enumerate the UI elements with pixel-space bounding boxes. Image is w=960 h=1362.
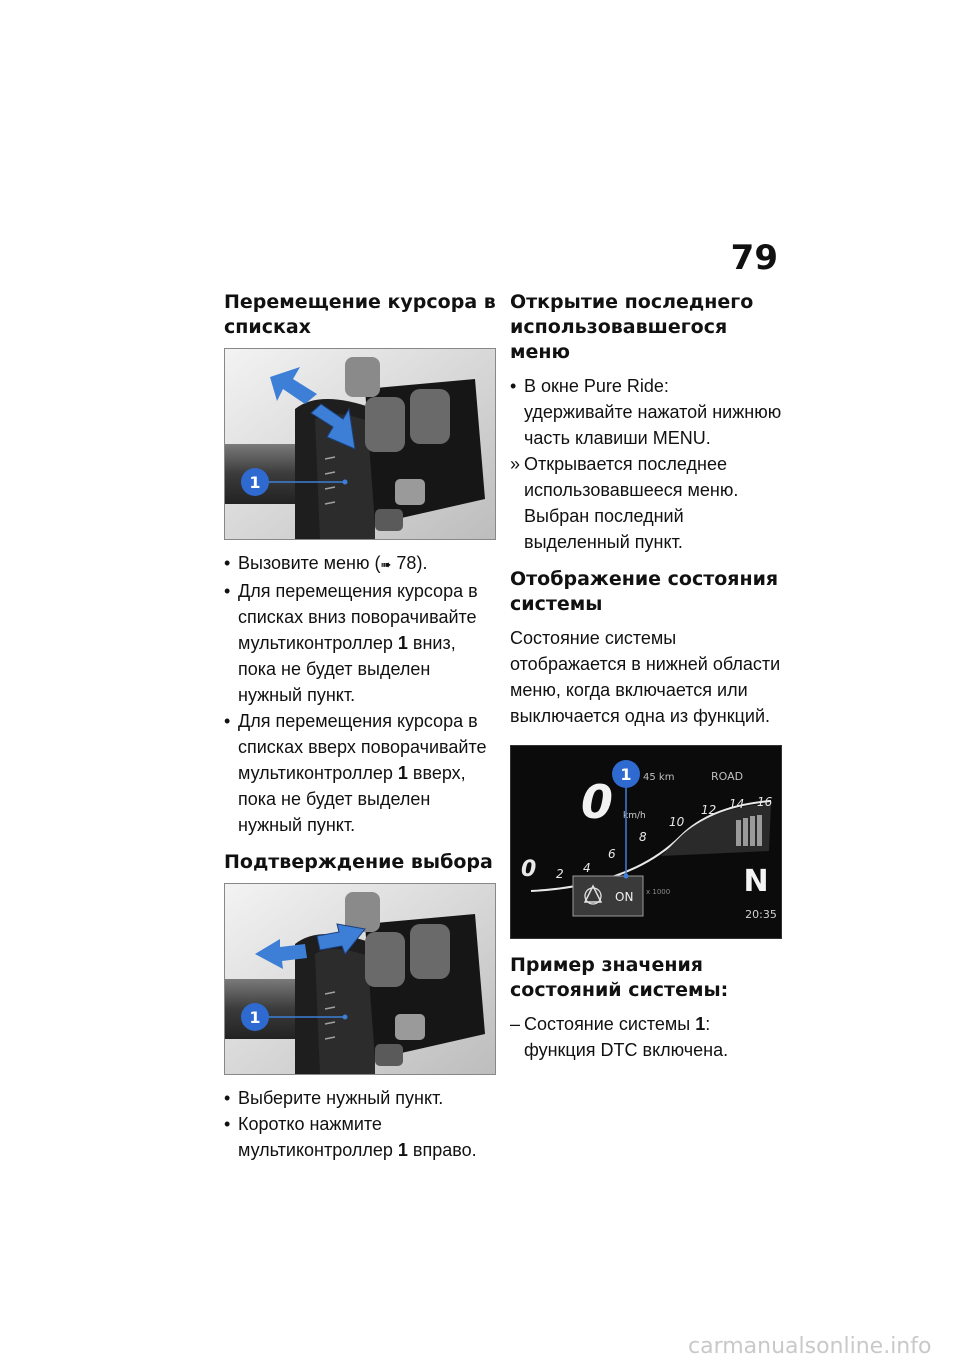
list-item: » Открывается последнее использовавшееся меню. Выбран последний выделенный пункт. — [510, 454, 739, 552]
list-item: • Для перемещения курсора в списках вверх поворачивайте мультиконтроллер 1 вверх, пока не будет выделен нужный пункт. — [224, 711, 487, 835]
callout-1-label: 1 — [249, 1008, 261, 1027]
page-number: 79 — [730, 238, 778, 278]
rpm-tick-label: 14 — [729, 797, 745, 811]
odometer: 45 km — [643, 772, 675, 783]
rpm-tick-label: 4 — [583, 861, 591, 875]
left-column — [224, 290, 496, 1175]
rpm-tick-label: 10 — [669, 815, 685, 829]
rpm-tick-label: 0 — [521, 857, 537, 882]
dashboard-figure — [510, 745, 782, 939]
status-example-list — [510, 1011, 782, 1063]
rpm-multiplier: x 1000 — [646, 888, 671, 896]
watermark: carmanualsonline.info — [688, 1334, 932, 1359]
rpm-tick-label: 6 — [608, 847, 616, 861]
gear-indicator: N — [743, 864, 769, 899]
section-title-confirm: Подтверждение выбора — [224, 851, 493, 873]
list-item: • Коротко нажмите мультиконтроллер 1 вправо. — [224, 1114, 477, 1160]
section-title-last-menu: Открытие последнего использовавшегося меню — [510, 291, 754, 363]
rpm-tick-label: 16 — [757, 795, 773, 809]
confirm-steps — [224, 1085, 496, 1163]
handlebar-switch-figure-scroll — [224, 348, 496, 540]
system-status-value: ON — [615, 890, 634, 904]
clock: 20:35 — [745, 908, 777, 921]
last-menu-steps — [510, 373, 782, 555]
callout-1-label: 1 — [249, 473, 261, 492]
rpm-tick-label: 2 — [556, 867, 564, 881]
list-item: • Вызовите меню (➠ 78). — [224, 553, 428, 573]
speed-unit: km/h — [623, 811, 646, 821]
page-ref-arrow-icon: ➠ — [380, 557, 392, 572]
system-status-text: Состояние системы отображается в нижней области меню, когда включается или выключается одна из функций. — [510, 628, 781, 726]
list-item: – Состояние системы 1: функция DTC включена. — [510, 1014, 729, 1060]
callout-1-label: 1 — [620, 765, 632, 784]
section-title-status-example: Пример значения состояний системы: — [510, 954, 729, 1001]
list-item: • Для перемещения курсора в списках вниз поворачивайте мультиконтроллер 1 вниз, пока не будет выделен нужный пункт. — [224, 581, 478, 705]
right-column — [510, 290, 782, 1075]
list-item: • В окне Pure Ride: удерживайте нажатой нижнюю часть клавиши MENU. — [510, 376, 782, 448]
section-title-cursor-move: Перемещение курсора в списках — [224, 291, 496, 338]
list-item: • Выберите нужный пункт. — [224, 1088, 444, 1108]
speed-value: 0 — [581, 775, 614, 829]
ride-mode: ROAD — [711, 770, 744, 783]
handlebar-switch-figure-confirm — [224, 883, 496, 1075]
section-title-system-status: Отображение состояния системы — [510, 568, 779, 615]
rpm-tick-label: 8 — [639, 830, 647, 844]
page-ref-link[interactable]: 78 — [396, 553, 417, 573]
cursor-move-steps — [224, 550, 496, 838]
rpm-tick-label: 12 — [701, 803, 717, 817]
